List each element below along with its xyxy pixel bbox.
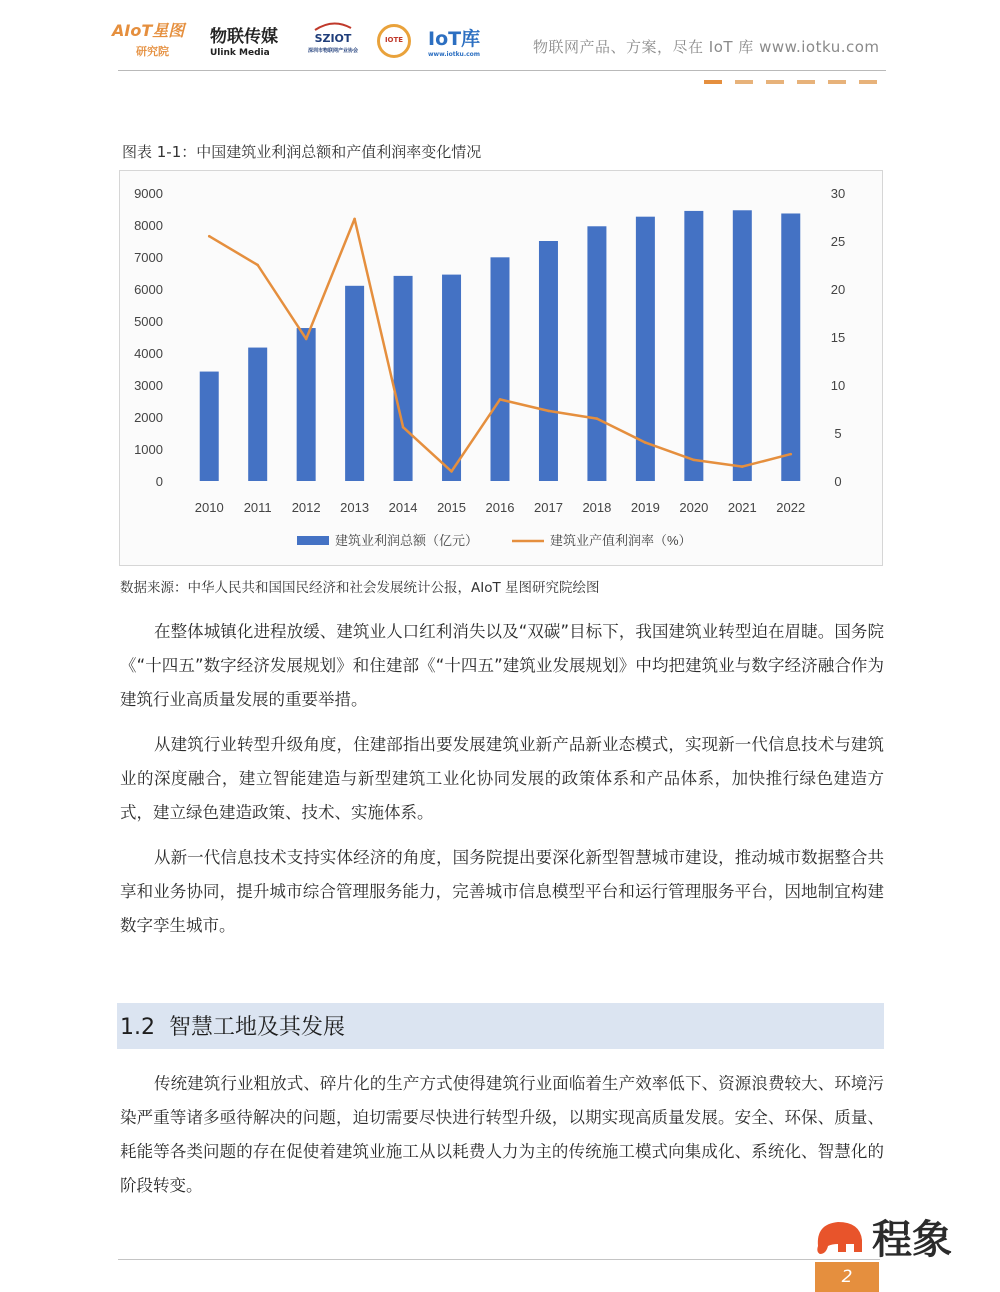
- bar-2014: [394, 276, 413, 481]
- x-tick-label: 2012: [291, 500, 321, 515]
- y-left-tick-label: 4000: [134, 346, 163, 361]
- profit-rate-point-2018: [596, 417, 599, 420]
- x-tick-label: 2011: [243, 500, 272, 515]
- bar-2010: [200, 372, 219, 481]
- bar-2012: [297, 328, 316, 481]
- logo-sziot-line2: 深圳市物联网产业协会: [307, 48, 358, 54]
- x-tick-label: 2010: [194, 500, 224, 515]
- body-paragraph: 在整体城镇化进程放缓、建筑业人口红利消失以及“双碳”目标下，我国建筑业转型迫在眉睫。国务院《“十四五”数字经济发展规划》和住建部《“十四五”建筑业发展规划》中均把建筑业与数字经济融合作为建筑行业高质量发展的重要举措。: [120, 622, 884, 709]
- logo-sziot-line1: SZIOT: [314, 32, 352, 45]
- x-tick-label: 2021: [727, 500, 757, 515]
- logo-iote: [377, 24, 411, 58]
- body-paragraph: 从建筑行业转型升级角度，住建部指出要发展建筑业新产品新业态模式，实现新一代信息技术与建筑业的深度融合，建立智能建造与新型建筑工业化协同发展的政策体系和产品体系，加快推行绿色建造方式，建立绿色建造政策、技术、实施体系。: [120, 735, 884, 822]
- page-number: 2: [815, 1262, 879, 1292]
- profit-rate-point-2021: [741, 465, 744, 468]
- logo-iotku-line1: IoT库: [428, 28, 481, 50]
- header-dash: [704, 80, 722, 84]
- bar-2022: [781, 213, 800, 481]
- x-tick-label: 2014: [388, 500, 418, 515]
- x-tick-label: 2016: [485, 500, 515, 515]
- header-dash: [859, 80, 877, 84]
- bar-2016: [491, 257, 510, 481]
- profit-rate-point-2022: [789, 453, 792, 456]
- profit-rate-point-2015: [450, 470, 453, 473]
- header-divider: [118, 70, 886, 71]
- body-paragraph: 从新一代信息技术支持实体经济的角度，国务院提出要深化新型智慧城市建设，推动城市数据整合共享和业务协同，提升城市综合管理服务能力，完善城市信息模型平台和运行管理服务平台，因地制宜构建数字孪生城市。: [120, 848, 884, 935]
- elephant-icon: [812, 1216, 868, 1258]
- y-left-tick-label: 2000: [134, 410, 163, 425]
- figure-source: 数据来源：中华人民共和国国民经济和社会发展统计公报，AIoT 星图研究院绘图: [120, 580, 600, 596]
- profit-rate-point-2014: [402, 426, 405, 429]
- section-title: 1.2 智慧工地及其发展: [120, 1015, 345, 1040]
- header-dash: [735, 80, 753, 84]
- figure-caption: 图表 1-1：中国建筑业利润总额和产值利润率变化情况: [122, 143, 482, 161]
- x-tick-label: 2015: [437, 500, 466, 515]
- header-dash: [797, 80, 815, 84]
- profit-rate-point-2010: [208, 235, 211, 238]
- x-tick-label: 2019: [630, 500, 660, 515]
- profit-rate-point-2017: [547, 410, 550, 413]
- y-left-tick-label: 9000: [134, 186, 163, 201]
- y-right-tick-label: 15: [830, 330, 846, 345]
- profit-chart: [120, 171, 882, 565]
- y-right-tick-label: 20: [830, 282, 846, 297]
- profit-rate-point-2019: [644, 441, 647, 444]
- logo-ulink-line2: Ulink Media: [210, 48, 270, 58]
- profit-rate-point-2013: [353, 218, 356, 221]
- y-left-tick-label: 5000: [134, 314, 163, 329]
- bar-2011: [248, 348, 267, 481]
- watermark-text: 程象: [872, 1217, 952, 1263]
- legend-bar-swatch: [297, 536, 329, 545]
- x-tick-label: 2022: [776, 500, 806, 515]
- y-right-tick-label: 10: [830, 378, 846, 393]
- logo-aiot-line2: 研究院: [136, 45, 169, 58]
- bar-2021: [733, 210, 752, 481]
- logo-ulink-media: [210, 22, 290, 62]
- profit-rate-point-2016: [499, 398, 502, 401]
- logo-iotku-line2: www.iotku.com: [428, 51, 481, 58]
- header-dash: [828, 80, 846, 84]
- y-left-tick-label: 0: [155, 474, 163, 489]
- logo-iotku: [428, 24, 498, 64]
- y-left-tick-label: 7000: [134, 250, 163, 265]
- logo-ulink-line1: 物联传媒: [210, 27, 278, 47]
- y-right-tick-label: 30: [830, 186, 846, 201]
- logo-iote-text: IOTE: [384, 36, 404, 44]
- profit-rate-point-2020: [693, 459, 696, 462]
- x-tick-label: 2013: [340, 500, 370, 515]
- y-right-tick-label: 25: [830, 234, 846, 249]
- legend-bar-label: 建筑业利润总额（亿元）: [335, 533, 479, 548]
- y-left-tick-label: 6000: [134, 282, 163, 297]
- chart-container: [119, 170, 883, 566]
- logo-sziot: [300, 22, 366, 66]
- y-right-tick-label: 0: [834, 474, 842, 489]
- profit-rate-point-2012: [305, 338, 308, 341]
- footer-divider: [118, 1259, 880, 1260]
- x-tick-label: 2017: [534, 500, 563, 515]
- y-left-tick-label: 3000: [134, 378, 163, 393]
- y-left-tick-label: 1000: [134, 442, 163, 457]
- profit-rate-point-2011: [256, 264, 259, 267]
- logo-aiot-xingtu: [112, 18, 196, 62]
- bar-2020: [684, 211, 703, 481]
- x-tick-label: 2018: [582, 500, 612, 515]
- x-tick-label: 2020: [679, 500, 709, 515]
- bar-2015: [442, 275, 461, 481]
- logo-aiot-line1: AIoT星图: [112, 21, 185, 40]
- header-slogan: 物联网产品、方案，尽在 IoT 库 www.iotku.com: [533, 38, 880, 56]
- legend-line-label: 建筑业产值利润率（%）: [550, 533, 692, 548]
- header-dash: [766, 80, 784, 84]
- section-paragraph: 传统建筑行业粗放式、碎片化的生产方式使得建筑行业面临着生产效率低下、资源浪费较大、环境污染严重等诸多亟待解决的问题，迫切需要尽快进行转型升级，以期实现高质量发展。安全、环保、质量、耗能等各类问题的存在促使着建筑业施工从以耗费人力为主的传统施工模式向集成化、系统化、智慧化的阶段转变。: [120, 1074, 884, 1195]
- bar-2017: [539, 241, 558, 481]
- bar-2013: [345, 286, 364, 481]
- bar-2018: [587, 226, 606, 481]
- sziot-swoosh-icon: [313, 22, 353, 32]
- y-right-tick-label: 5: [834, 426, 842, 441]
- y-left-tick-label: 8000: [134, 218, 163, 233]
